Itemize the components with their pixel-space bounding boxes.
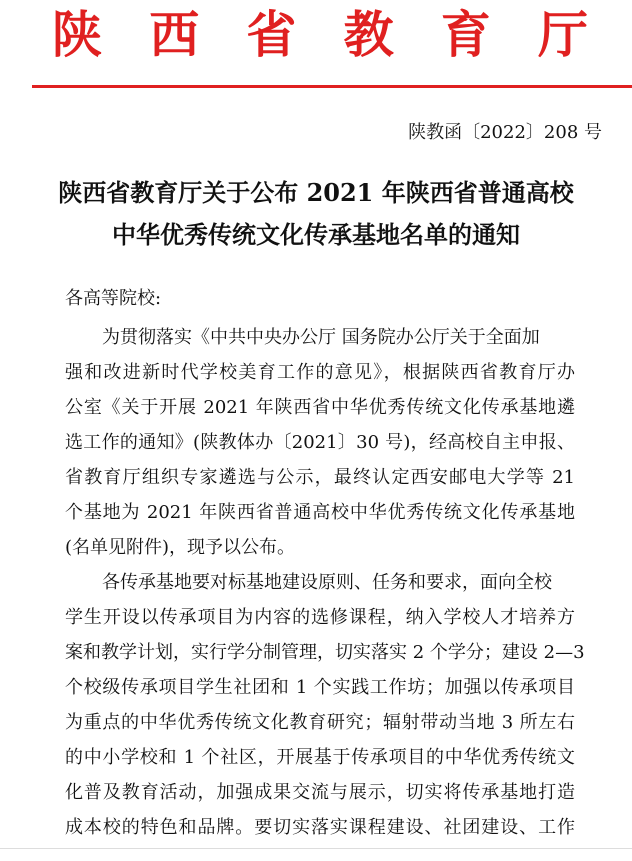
title-line-1: 陕西省教育厅关于公布 2021 年陕西省普通高校 [58, 178, 574, 207]
addressee: 各高等院校: [65, 288, 162, 309]
body-line: 公室《关于开展 2021 年陕西省中华优秀传统文化传承基地遴 [65, 397, 575, 418]
masthead-char: 厅 [537, 5, 588, 64]
body-line: 成本校的特色和品牌。要切实落实课程建设、社团建设、工作 [65, 817, 575, 838]
body-line: 为贯彻落实《中共中央办公厅 国务院办公厅关于全面加 [102, 327, 540, 348]
body-line: 为重点的中华优秀传统文化教育研究；辐射带动当地 3 所左右 [65, 712, 575, 733]
masthead-char: 西 [149, 5, 200, 64]
masthead-char: 教 [343, 5, 394, 64]
agency-masthead [52, 6, 588, 64]
masthead-char: 省 [246, 5, 297, 64]
body-line: 选工作的通知》(陕教体办〔2021〕30 号)，经高校自主申报、 [65, 432, 575, 453]
document-title [0, 172, 632, 256]
body-line: 案和教学计划，实行学分制管理，切实落实 2 个学分；建设 2—3 [65, 642, 585, 663]
document-body [65, 320, 585, 845]
body-line: 学生开设以传承项目为内容的选修课程，纳入学校人才培养方 [65, 607, 575, 628]
title-line-2: 中华优秀传统文化传承基地名单的通知 [112, 220, 520, 249]
red-separator-line [32, 85, 632, 88]
body-line: 化普及教育活动，加强成果交流与展示，切实将传承基地打造 [65, 782, 575, 803]
body-line: 省教育厅组织专家遴选与公示，最终认定西安邮电大学等 21 [65, 467, 575, 488]
document-number: 陕教函〔2022〕208 号 [408, 122, 602, 143]
body-line: 的中小学校和 1 个社区，开展基于传承项目的中华优秀传统文 [65, 747, 575, 768]
page-bottom-edge [0, 848, 632, 849]
body-line: 个基地为 2021 年陕西省普通高校中华优秀传统文化传承基地 [65, 502, 575, 523]
body-line: 各传承基地要对标基地建设原则、任务和要求，面向全校 [102, 572, 552, 593]
body-line: 个校级传承项目学生社团和 1 个实践工作坊；加强以传承项目 [65, 677, 575, 698]
masthead-char: 陕 [52, 5, 102, 64]
body-line: 强和改进新时代学校美育工作的意见》，根据陕西省教育厅办 [65, 362, 575, 383]
body-line: (名单见附件)，现予以公布。 [65, 537, 296, 558]
masthead-char: 育 [440, 5, 491, 64]
